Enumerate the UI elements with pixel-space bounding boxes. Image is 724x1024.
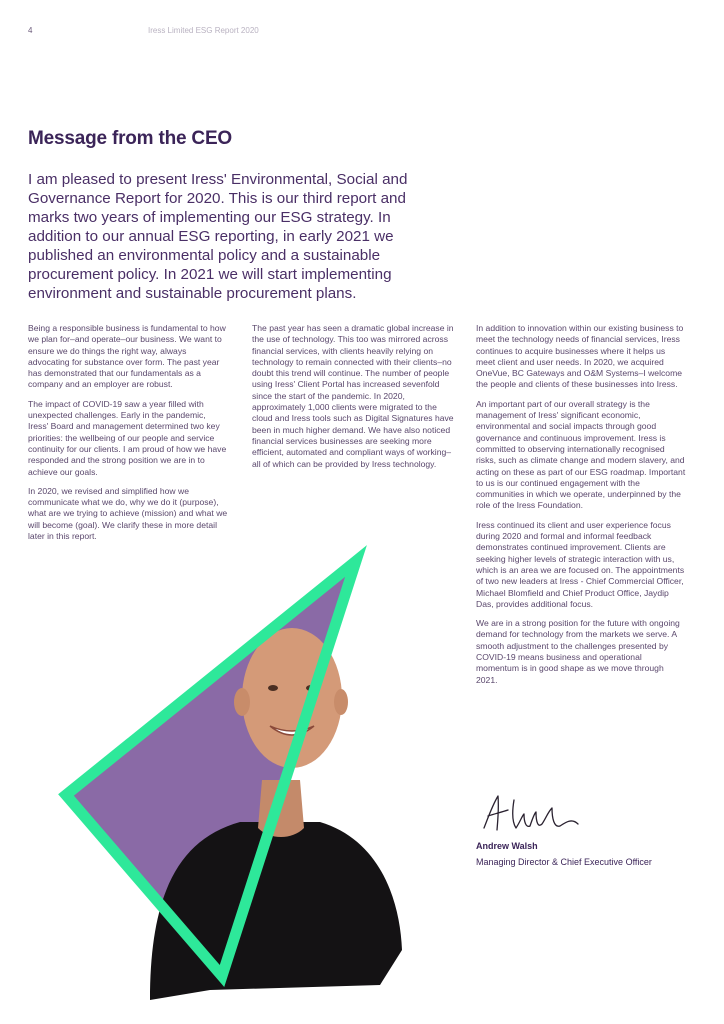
body-paragraph: In 2020, we revised and simplified how we communicate what we do, why we do it (purpose), what are we trying to achieve (mission) and what we will become (goal). We clarify these in more detail later in this report.	[28, 485, 228, 542]
body-column-2	[252, 323, 458, 478]
body-paragraph: The impact of COVID-19 saw a year filled with unexpected challenges. Early in the pandemic, Iress' Board and management determined two key priorities: the wellbeing of our people and service continuity for our clients. I am proud of how we have responded and the strong position we are in to achieve our goals.	[28, 398, 227, 477]
ceo-signature	[478, 788, 588, 838]
body-column-3	[476, 323, 686, 694]
signer-role: Managing Director & Chief Executive Officer	[476, 857, 652, 867]
page-title: Message from the CEO	[28, 128, 232, 149]
signer-name: Andrew Walsh	[476, 841, 538, 851]
body-paragraph: Being a responsible business is fundamental to how we plan for–and operate–our business. We want to ensure we do things the right way, always advocating for substance over form. The past year has demonstrated that our fundamentals as a company and an employer are robust.	[28, 323, 226, 390]
running-header: Iress Limited ESG Report 2020	[148, 26, 259, 35]
body-paragraph: The past year has seen a dramatic global increase in the use of technology. This too was mirrored across financial services, with clients heavily relying on technology to remain connected with their clients–no doubt this trend will continue. The number of people using Iress' Client Portal has increased sevenfold since the start of the pandemic. In 2020, approximately 1,000 clients were migrated to the cloud and Iress tools such as Digital Signatures have been in much higher demand. We have also noticed financial services businesses are seeking more efficient, automated and compliant ways of working–all of which can be provided by Iress technology.	[252, 323, 454, 469]
page-number: 4	[28, 26, 33, 35]
lead-paragraph: I am pleased to present Iress' Environmental, Social and Governance Report for 2020. This is our third report and marks two years of implementing our ESG strategy. In addition to our annual ESG reporting, in early 2021 we published an environmental policy and a sustainable procurement policy. In 2021 we will start implementing environment and sustainable procurement plans.	[28, 171, 408, 302]
ceo-portrait	[0, 540, 480, 1024]
body-paragraph: Iress continued its client and user experience focus during 2020 and formal and informal feedback demonstrates continued improvement. Clients are seeking higher levels of strategic interaction with us, which is an area we are focused on. The appointments of two new leaders at Iress - Chief Commercial Officer, Michael Blomfield and Chief Product Office, Jaydip Das, provides additional focus.	[476, 519, 685, 609]
body-column-1	[28, 323, 228, 550]
body-paragraph: An important part of our overall strategy is the management of Iress' significant economic, environmental and social impacts through good governance and continuous improvement. Iress is committed to observing internationally recognised risks, such as climate change and modern slavery, and acting on these as part of our ESG roadmap. Important to us is our continued engagement with the communities in which we operate, underpinned by the role of the Iress Foundation.	[476, 398, 686, 511]
body-paragraph: In addition to innovation within our existing business to meet the technology needs of financial services, Iress continues to acquire businesses where it helps us meet client and user needs. In 2020, we acquired OneVue, BC Gateways and O&M Systems–I welcome the people and clients of these businesses into Iress.	[476, 323, 684, 390]
body-paragraph: We are in a strong position for the future with ongoing demand for technology from the markets we serve. A smooth adjustment to the challenges presented by COVID-19 means business and operational momentum is in good shape as we move through 2021.	[476, 618, 680, 685]
